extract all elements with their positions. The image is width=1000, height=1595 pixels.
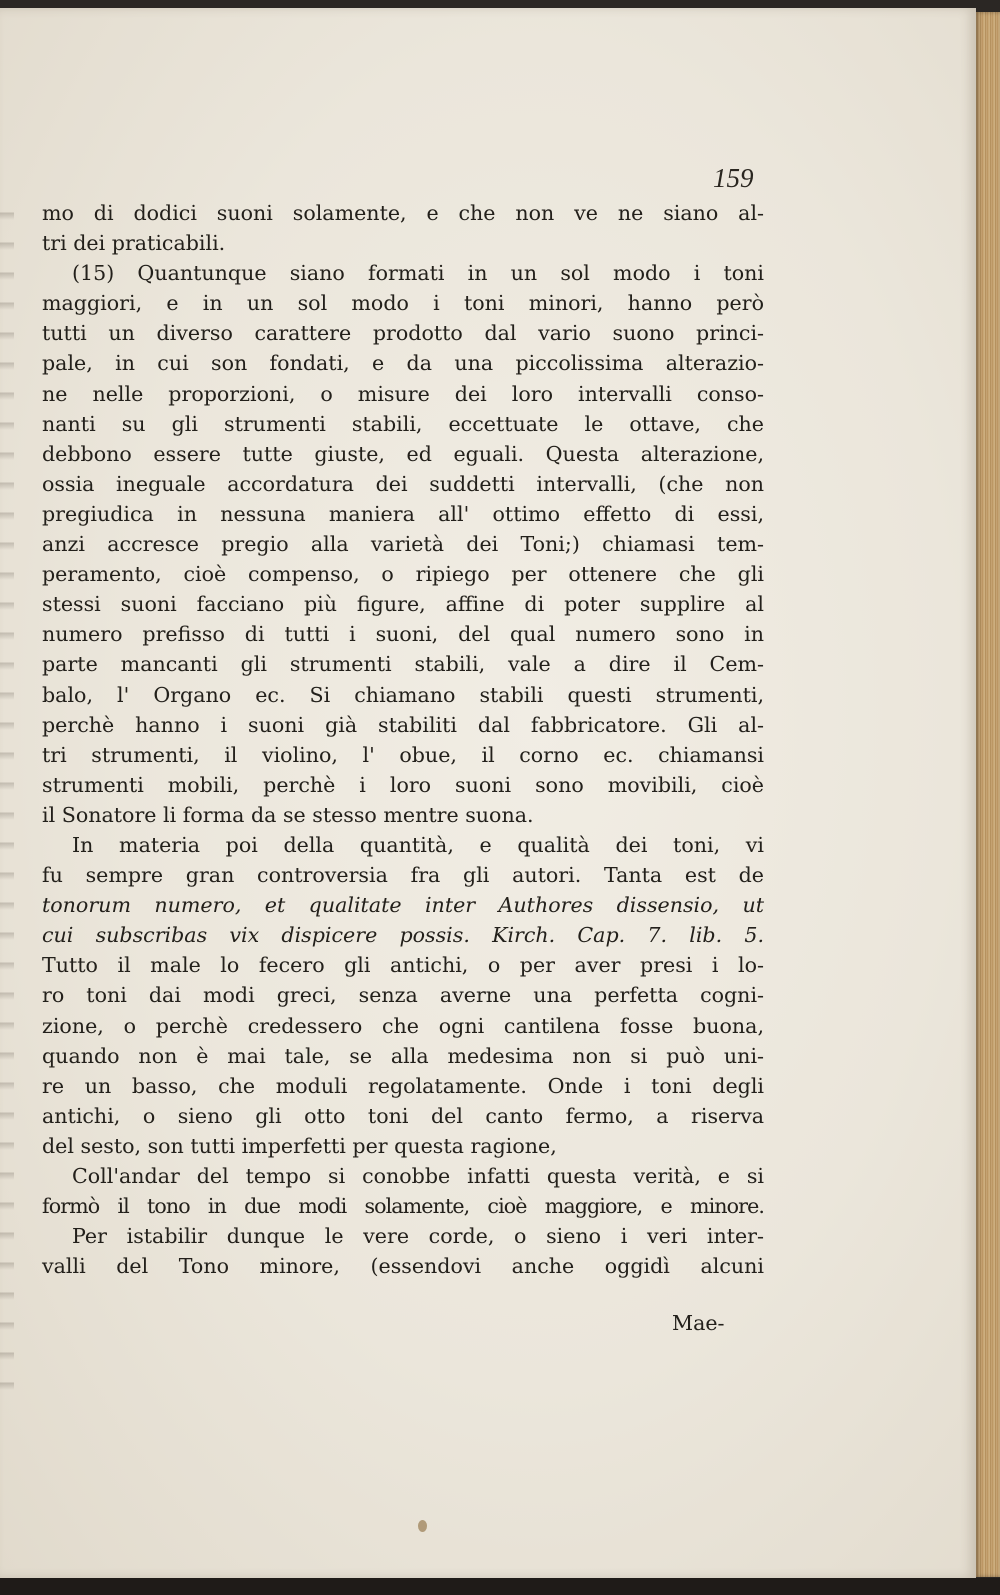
text-line: formò il tono in due modi solamente, cioè maggiore, e minore. [42, 1194, 764, 1219]
text-line: Coll'andar del tempo si conobbe infatti questa verità, e si [72, 1164, 764, 1188]
text-line: antichi, o sieno gli otto toni del canto fermo, a riserva [42, 1103, 764, 1128]
text-line: ro toni dai modi greci, senza averne una perfetta cogni- [42, 983, 764, 1008]
facing-page-bleed [0, 190, 14, 1400]
text-line: il Sonatore li forma da se stesso mentre suona. [42, 802, 534, 827]
catchword: Mae- [672, 1311, 725, 1335]
text-line: del sesto, son tutti imperfetti per questa ragione, [42, 1133, 557, 1158]
text-line: pregiudica in nessuna maniera all' ottimo effetto di essi, [42, 501, 764, 526]
text-line: zione, o perchè credessero che ogni cantilena fosse buona, [42, 1013, 764, 1038]
text-line: Per istabilir dunque le vere corde, o sieno i veri inter- [72, 1224, 764, 1249]
text-line: ne nelle proporzioni, o misure dei loro intervalli conso- [42, 381, 764, 406]
page-number: 159 [713, 163, 754, 193]
text-line: nanti su gli strumenti stabili, eccettuate le ottave, che [42, 411, 764, 436]
text-line-italic: cui subscribas vix dispicere possis. Kirch. Cap. 7. lib. 5. [42, 923, 764, 948]
text-line: maggiori, e in un sol modo i toni minori, hanno però [42, 291, 764, 316]
body-text [42, 198, 764, 1281]
text-line: tri strumenti, il violino, l' obue, il corno ec. chiamansi [42, 742, 764, 767]
text-line: stessi suoni facciano più figure, affine di poter supplire al [42, 592, 764, 617]
text-line: balo, l' Organo ec. Si chiamano stabili questi strumenti, [42, 682, 764, 707]
text-line: anzi accresce pregio alla varietà dei Toni;) chiamasi tem- [42, 532, 764, 557]
text-line: peramento, cioè compenso, o ripiego per ottenere che gli [42, 562, 764, 587]
text-line: mo di dodici suoni solamente, e che non ve ne siano al- [42, 201, 764, 225]
text-line: perchè hanno i suoni già stabiliti dal fabbricatore. Gli al- [42, 712, 764, 737]
text-line: tutti un diverso carattere prodotto dal vario suono princi- [42, 321, 764, 346]
text-line: tri dei praticabili. [42, 231, 226, 256]
text-line: debbono essere tutte giuste, ed eguali. Questa alterazione, [42, 441, 764, 466]
text-line: In materia poi della quantità, e qualità dei toni, vi [72, 832, 764, 857]
text-line: Tutto il male lo fecero gli antichi, o per aver presi i lo- [42, 953, 764, 978]
text-line: numero prefisso di tutti i suoni, del qual numero sono in [42, 622, 764, 647]
text-line: (15) Quantunque siano formati in un sol modo i toni [72, 261, 764, 286]
text-line: ossia ineguale accordatura dei suddetti intervalli, (che non [42, 471, 764, 496]
ink-stain [418, 1520, 427, 1532]
text-line: valli del Tono minore, (essendovi anche oggidì alcuni [42, 1254, 764, 1279]
text-line: strumenti mobili, perchè i loro suoni sono movibili, cioè [42, 772, 764, 797]
text-line-italic: tonorum numero, et qualitate inter Authores dissensio, ut [42, 893, 764, 918]
text-line: parte mancanti gli strumenti stabili, vale a dire il Cem- [42, 652, 764, 677]
text-line: fu sempre gran controversia fra gli autori. Tanta est de [42, 863, 764, 888]
book-page-edges [976, 12, 1000, 1577]
text-line: quando non è mai tale, se alla medesima non si può uni- [42, 1043, 764, 1068]
text-line: re un basso, che moduli regolatamente. Onde i toni degli [42, 1073, 764, 1098]
text-line: pale, in cui son fondati, e da una piccolissima alterazio- [42, 351, 764, 376]
scan-bottom-border [0, 1578, 1000, 1595]
